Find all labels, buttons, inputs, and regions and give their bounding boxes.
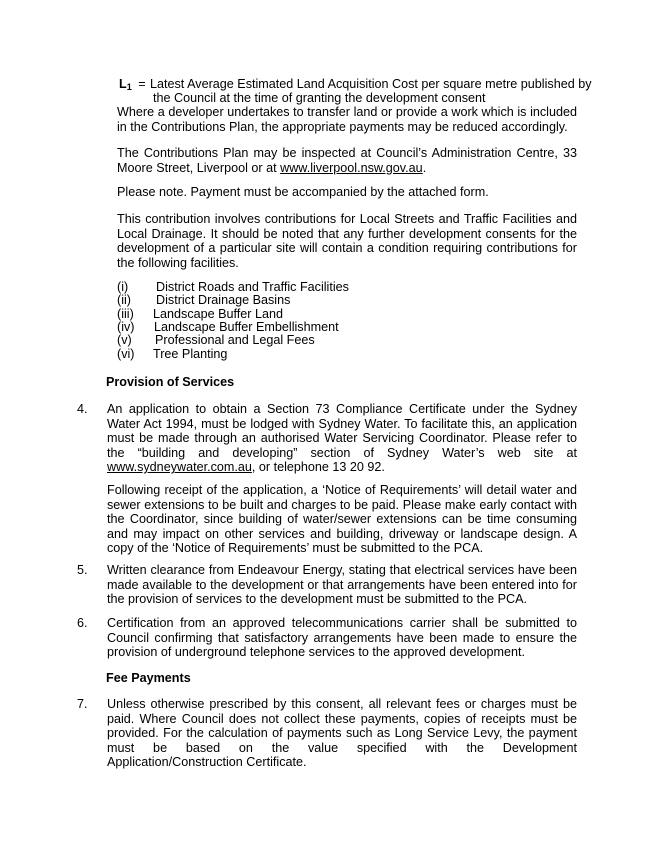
l1-text-line2: the Council at the time of granting the development consent — [153, 91, 486, 105]
list-item-text: Landscape Buffer Land — [153, 307, 284, 321]
inspect-paragraph: The Contributions Plan may be inspected at Council’s Administration Centre, 33 Moore Street, Liverpool or at www.liverpool.nsw.gov.au. — [117, 146, 577, 175]
item-5-number: 5. — [77, 563, 88, 577]
list-item-text: Landscape Buffer Embellishment — [154, 320, 339, 334]
list-item-text: District Drainage Basins — [156, 293, 291, 307]
list-item-number: (iv) — [117, 320, 135, 334]
list-item-number: (iii) — [117, 307, 134, 321]
contribution-paragraph: This contribution involves contributions for Local Streets and Traffic Facilities and Local Drainage. It should be noted that any further development consents for the development of a particular site will contain a condition requiring contributions for the following facilities. — [117, 212, 577, 270]
list-item-text: Professional and Legal Fees — [155, 333, 315, 347]
item-6-text: Certification from an approved telecommunications carrier shall be submitted to Council confirming that satisfactory arrangements have been made to ensure the provision of underground telephone services to the approved development. — [107, 616, 577, 660]
item-7-text: Unless otherwise prescribed by this consent, all relevant fees or charges must be paid. Where Council does not collect these payments, copies of receipts must be provided. For the calculation of payments such as Long Service Levy, the payment must be based on the value specified with the Development Application/Construction Certificate. — [107, 697, 577, 770]
l1-symbol: $L_1$ — [119, 77, 132, 92]
list-item-number: (ii) — [117, 293, 131, 307]
item-7-number: 7. — [77, 697, 88, 711]
note-paragraph: Please note. Payment must be accompanied by the attached form. — [117, 185, 489, 199]
list-item-number: (i) — [117, 280, 129, 294]
item-5-text: Written clearance from Endeavour Energy, stating that electrical services have been made available to the development or that arrangements have been entered into for the provision of services to the development must be submitted to the PCA. — [107, 563, 577, 607]
list-item-text: Tree Planting — [153, 347, 228, 361]
fee-payments-heading: Fee Payments — [106, 671, 191, 685]
liverpool-link[interactable]: www.liverpool.nsw.gov.au — [280, 160, 423, 175]
following-paragraph: Following receipt of the application, a ‘Notice of Requirements’ will detail water and sewer extensions to be built and charges to be paid. Please make early contact with the Coordinator, since building of water/sewer extensions can be time consuming and may impact on other services and building, driveway or landscape design. A copy of the ‘Notice of Requirements’ must be submitted to the PCA. — [107, 483, 577, 556]
facilities-list — [0, 280, 652, 370]
list-item-text: District Roads and Traffic Facilities — [156, 280, 349, 294]
list-item-number: (v) — [117, 333, 132, 347]
sydneywater-link[interactable]: www.sydneywater.com.au — [107, 460, 252, 475]
item-4-number: 4. — [77, 402, 88, 416]
item-4-text: An application to obtain a Section 73 Compliance Certificate under the Sydney Water Act 1994, must be lodged with Sydney Water. To facilitate this, an application must be made through an authorised Water Servicing Coordinator. Please refer to the “building and developing” section of Sydney Water’s web site at www.sydneywater.com.au, or telephone 13 20 92. — [107, 402, 577, 475]
l1-equals: = — [138, 77, 146, 91]
l1-text-line1: Latest Average Estimated Land Acquisition Cost per square metre published by — [150, 77, 592, 91]
provision-of-services-heading: Provision of Services — [106, 375, 235, 389]
list-item-number: (vi) — [117, 347, 135, 361]
l1-definition — [119, 77, 592, 105]
transfer-paragraph: Where a developer undertakes to transfer land or provide a work which is included in the Contributions Plan, the appropriate payments may be reduced accordingly. — [117, 105, 577, 134]
item-6-number: 6. — [77, 616, 88, 630]
